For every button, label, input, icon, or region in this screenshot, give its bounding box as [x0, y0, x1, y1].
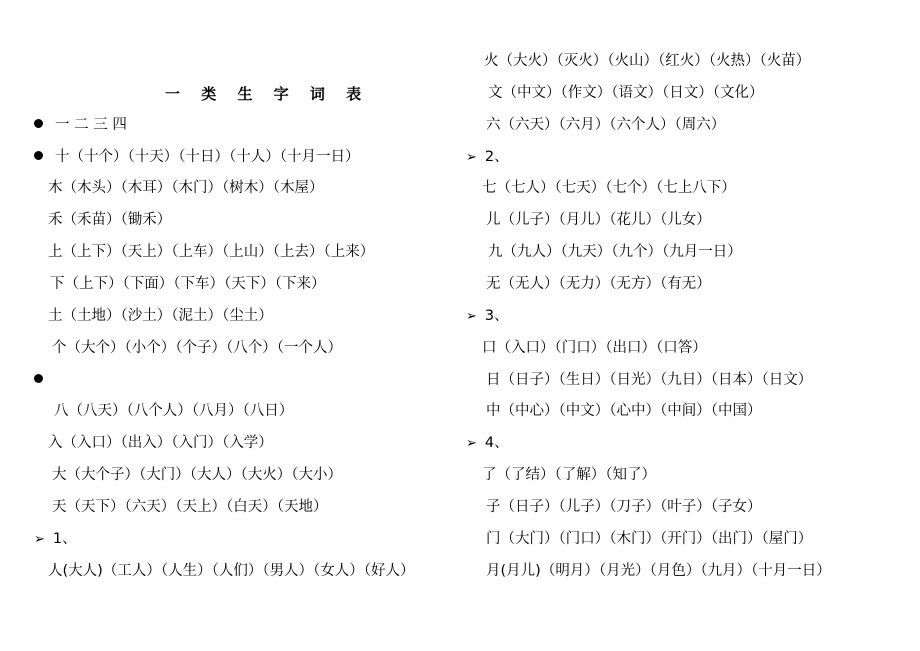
list-item: 儿（儿子）（月儿）（花儿）（儿女） — [486, 212, 711, 228]
list-item-text: 十（十个）（十天）（十日）（十人）（十月一日） — [55, 149, 360, 165]
bullet-icon — [34, 151, 43, 160]
list-item — [34, 370, 55, 390]
list-item: 禾（禾苗）（锄禾） — [48, 212, 172, 228]
arrow-bullet-icon: ➢ — [34, 532, 45, 547]
list-item: 了（了结）（了解）（知了） — [482, 467, 656, 483]
list-item: 入（入口）（出入）（入门）（入学） — [48, 435, 273, 451]
section-number: 3、 — [484, 308, 509, 324]
list-item — [34, 115, 127, 135]
list-item: 大（大个子）（大门）（大人）（大火）（大小） — [52, 467, 342, 483]
list-item — [34, 147, 360, 167]
bullet-icon — [34, 119, 43, 128]
list-item: 人(大人)（工人）（人生）（人们）（男人）（女人）（好人） — [48, 563, 415, 579]
list-item: 中（中心）（中文）（心中）（中间）（中国） — [486, 403, 762, 419]
section-heading — [466, 433, 509, 453]
section-heading — [34, 529, 77, 549]
section-heading — [466, 306, 509, 326]
list-item: 九（九人）（九天）（九个）（九月一日） — [488, 244, 742, 260]
list-item: 七（七人）（七天）（七个）（七上八下） — [482, 180, 736, 196]
arrow-bullet-icon: ➢ — [466, 309, 477, 324]
list-item: 土（土地）（沙土）（泥土）（尘土） — [48, 308, 273, 324]
list-item: 无（无人）（无力）（无方）（有无） — [486, 276, 711, 292]
list-item: 口（入口）（门口）（出口）（口答） — [482, 340, 707, 356]
list-item: 月(月儿)（明月）（月光）（月色）（九月）（十月一日） — [486, 563, 831, 579]
list-item: 子（日子）（儿子）（刀子）（叶子）（子女） — [486, 499, 762, 515]
list-item: 下（上下）（下面）（下车）（天下）（下来） — [50, 276, 326, 292]
list-item: 火（大火）（灭火）（火山）（红火）（火热）（火苗） — [484, 53, 811, 69]
list-item: 天（天下）（六天）（天上）（白天）（天地） — [52, 499, 328, 515]
list-item: 个（大个）（小个）（个子）（八个）（一个人） — [52, 340, 342, 356]
section-heading — [466, 147, 509, 167]
section-number: 4、 — [484, 435, 509, 451]
list-item-text: 一 二 三 四 — [55, 117, 127, 133]
section-number: 1、 — [52, 531, 77, 547]
section-number: 2、 — [484, 149, 509, 165]
list-item: 八（八天）（八个人）（八月）（八日） — [54, 403, 294, 419]
list-item: 木（木头）（木耳）（木门）（树木）（木屋） — [48, 180, 324, 196]
arrow-bullet-icon: ➢ — [466, 150, 477, 165]
page-title: 一 类 生 字 词 表 — [165, 85, 370, 103]
list-item: 上（上下）（天上）（上车）（上山）（上去）（上来） — [48, 244, 375, 260]
list-item: 文（中文）（作文）（语文）（日文）（文化） — [488, 85, 764, 101]
list-item: 六（六天）（六月）（六个人）（周六） — [486, 117, 726, 133]
list-item: 日（日子）（生日）（日光）（九日）（日本）（日文） — [486, 372, 813, 388]
bullet-icon — [34, 374, 43, 383]
arrow-bullet-icon: ➢ — [466, 436, 477, 451]
list-item: 门（大门）（门口）（木门）（开门）（出门）（屋门） — [486, 531, 813, 547]
